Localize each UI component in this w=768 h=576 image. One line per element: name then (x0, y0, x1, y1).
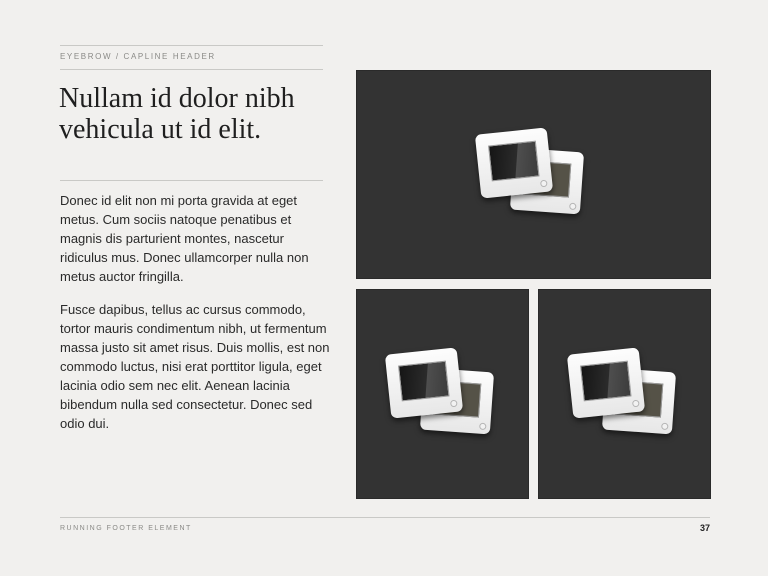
body-paragraph-1: Donec id elit non mi porta gravida at eget metus. Cum sociis natoque penatibus et magnis dis parturient montes, nascetur ridiculus mus. Donec ullamcorper nulla non metus auctor fringilla. (60, 193, 309, 284)
image-placeholder-bottom-left[interactable] (356, 289, 529, 499)
header-rule-top (60, 45, 323, 46)
image-placeholder-large[interactable] (356, 70, 711, 279)
page-number: 37 (699, 523, 710, 533)
photo-slides-icon (564, 347, 682, 437)
title-rule (60, 180, 323, 181)
running-footer: RUNNING FOOTER ELEMENT (60, 525, 192, 532)
body-paragraph-2: Fusce dapibus, tellus ac cursus commodo, tortor mauris condimentum nibh, ut fermentum massa justo sit amet risus. Duis mollis, est non commodo luctus, nisi erat porttitor ligula, eget lacinia odio sem nec elit. Aenean lacinia bibendum nulla sed consectetur. Donec sed odio dui. (60, 302, 330, 431)
footer-rule (60, 517, 710, 518)
header-rule-bottom (60, 69, 323, 70)
photo-slides-icon (382, 347, 500, 437)
photo-slides-icon (472, 127, 590, 217)
eyebrow-header: EYEBROW / CAPLINE HEADER (60, 52, 216, 61)
slide-title: Nullam id dolor nibh vehicula ut id elit. (59, 83, 295, 145)
image-placeholder-bottom-right[interactable] (538, 289, 711, 499)
